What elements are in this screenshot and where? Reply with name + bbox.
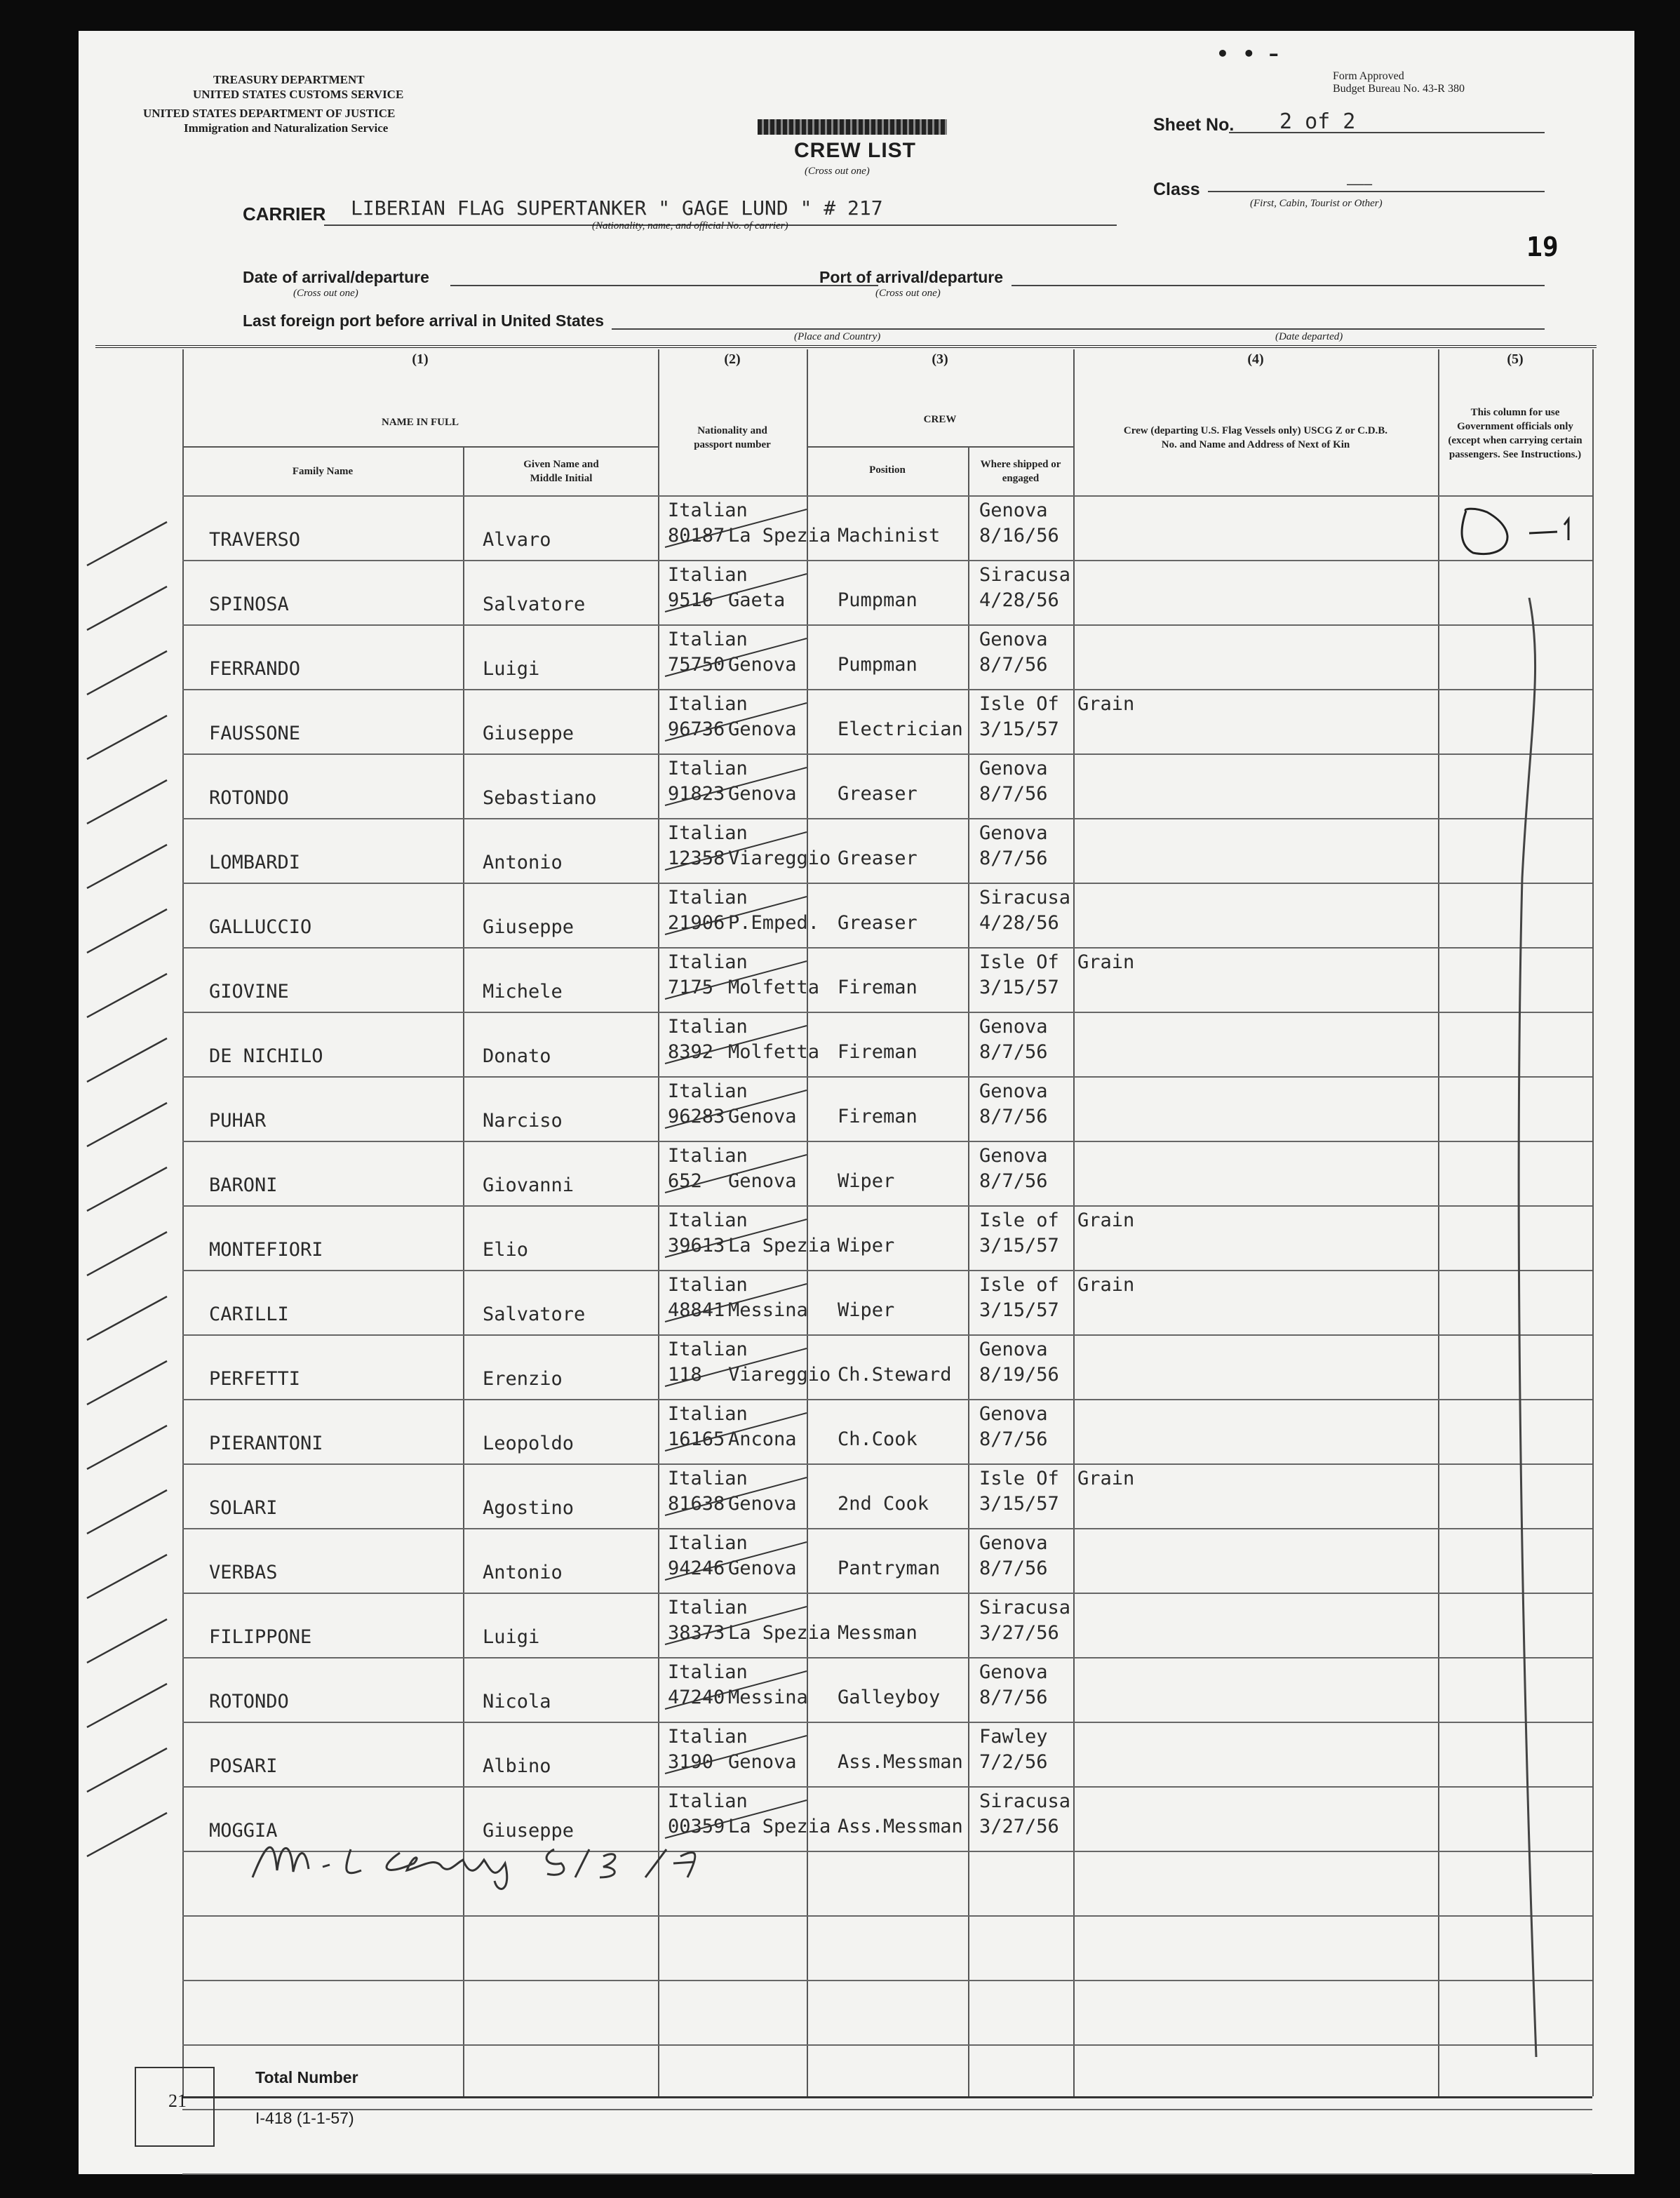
col2-number: (2) [724,351,741,367]
cell-kin: Grain [1077,1209,1135,1231]
cell-place: Genova [979,500,1048,521]
cell-position: Machinist [838,525,941,547]
cell-city: La Spezia [728,525,831,547]
cell-date: 3/15/57 [979,1235,1059,1257]
carrier-label: CARRIER [243,203,326,225]
cell-family: ROTONDO [209,787,289,809]
cell-position: Electrician [838,718,963,740]
cell-date: 8/7/56 [979,1106,1048,1127]
cell-place: Genova [979,1661,1048,1683]
cell-date: 3/15/57 [979,977,1059,998]
cell-family: SPINOSA [209,594,289,615]
carrier-value: LIBERIAN FLAG SUPERTANKER " GAGE LUND " # 217 [351,196,883,220]
cell-family: BARONI [209,1174,278,1196]
cell-given: Antonio [483,1562,563,1583]
cell-date: 4/28/56 [979,912,1059,934]
table-row [98,1400,1592,1465]
cell-place: Genova [979,1016,1048,1038]
col-family-name: Family Name [292,466,354,477]
cell-nat: Italian [668,500,748,521]
cell-given: Giuseppe [483,723,574,744]
col3-title: CREW [923,414,957,425]
port-line [1012,285,1545,286]
cell-given: Alvaro [483,529,551,551]
table-bottom-rule [182,2096,1592,2098]
cell-given: Antonio [483,852,563,873]
date-note: (Cross out one) [293,288,358,299]
table-row [98,1013,1592,1078]
cell-family: GALLUCCIO [209,916,312,938]
col3-number: (3) [932,351,948,367]
cell-pass: 81638 [668,1493,725,1515]
row-rule [182,2173,1592,2175]
cell-kin: Grain [1077,1274,1135,1296]
table-row [98,626,1592,690]
cell-position: Wiper [838,1299,895,1321]
cell-place: Isle Of [979,1468,1059,1489]
cell-date: 8/7/56 [979,1041,1048,1063]
cell-place: Genova [979,1080,1048,1102]
cell-given: Erenzio [483,1368,563,1390]
port-label: Port of arrival/departure [819,268,1004,286]
cell-given: Giuseppe [483,916,574,938]
col-nationality: Nationality and passport number [694,425,771,450]
col-next-of-kin: Crew (departing U.S. Flag Vessels only) USCG Z or C.D.B. No. and Name and Address of Next of Kin [1123,425,1388,450]
cell-given: Michele [483,981,563,1003]
cell-place: Siracusa [979,564,1071,586]
table-row [98,561,1592,626]
cell-given: Elio [483,1239,529,1261]
cell-given: Luigi [483,1626,540,1648]
table-row [98,1207,1592,1271]
cell-city: Genova [728,1751,797,1773]
crew-list-form [79,31,1634,2174]
table-row [98,690,1592,755]
last-port-label: Last foreign port before arrival in United States [243,311,605,330]
cell-pass: 48841 [668,1299,725,1321]
cell-position: Ch.Cook [838,1428,918,1450]
cell-family: MONTEFIORI [209,1239,323,1261]
cell-city: Viareggio [728,1364,831,1386]
passport-strike [659,755,814,811]
table-top-rule [95,345,1597,348]
date-line [450,285,878,286]
cell-position: Pantryman [838,1557,941,1579]
last-port-line [612,328,1166,330]
port-note: (Cross out one) [875,288,941,299]
cell-family: CARILLI [209,1304,289,1325]
cell-position: Fireman [838,977,918,998]
cell-family: PIERANTONI [209,1433,323,1454]
cell-pass: 94246 [668,1557,725,1579]
cell-position: Ass.Messman [838,1751,963,1773]
col-where-shipped: Where shipped or engaged [980,459,1061,484]
cell-nat: Italian [668,1209,748,1231]
cell-kin: Grain [1077,951,1135,973]
cell-pass: 96283 [668,1106,725,1127]
cell-pass: 39613 [668,1235,725,1257]
cell-date: 8/7/56 [979,783,1048,805]
cell-nat: Italian [668,951,748,973]
passport-strike [659,1465,814,1521]
cell-city: Genova [728,783,797,805]
page-number: 19 [1526,232,1559,262]
passport-strike [659,1336,814,1392]
cell-date: 8/7/56 [979,1428,1048,1450]
col4-number: (4) [1247,351,1264,367]
cell-position: Pumpman [838,654,918,676]
passport-strike [659,1013,814,1069]
cell-place: Genova [979,1145,1048,1167]
cell-pass: 91823 [668,783,725,805]
col1-number: (1) [412,351,429,367]
table-row [98,949,1592,1013]
cell-kin: Grain [1077,693,1135,715]
table-row [98,1336,1592,1400]
cell-nat: Italian [668,1726,748,1748]
passport-strike [659,1594,814,1650]
cell-place: Genova [979,1532,1048,1554]
table-row [98,1078,1592,1142]
cell-given: Leopoldo [483,1433,574,1454]
margin-mark [1445,504,1585,560]
cell-nat: Italian [668,1274,748,1296]
cell-place: Siracusa [979,887,1071,909]
cell-city: Viareggio [728,847,831,869]
cell-nat: Italian [668,629,748,650]
cell-given: Narciso [483,1110,563,1132]
sheet-label: Sheet No. [1153,115,1235,135]
table-row [98,1594,1592,1658]
cell-family: VERBAS [209,1562,278,1583]
cell-nat: Italian [668,1145,748,1167]
col1-title: NAME IN FULL [381,417,459,428]
budget-bureau: Budget Bureau No. 43-R 380 [1333,83,1465,95]
table-row [98,1723,1592,1788]
dept-line-1: TREASURY DEPARTMENT [213,73,365,86]
cell-pass: 652 [668,1170,702,1192]
cell-city: Genova [728,718,797,740]
table-row [98,1142,1592,1207]
total-number-value: 21 [168,2091,187,2111]
cell-city: La Spezia [728,1816,831,1837]
table-vline [1592,349,1594,2096]
cell-place: Siracusa [979,1597,1071,1619]
cell-given: Giovanni [483,1174,574,1196]
total-number-label: Total Number [255,2068,358,2086]
struck-title [758,119,947,135]
cell-family: PERFETTI [209,1368,301,1390]
row-rule [182,1980,1592,1981]
cell-place: Fawley [979,1726,1048,1748]
cell-place: Isle Of [979,693,1059,715]
table-row [98,1271,1592,1336]
cell-position: Pumpman [838,589,918,611]
cell-position: Greaser [838,783,918,805]
cell-family: ROTONDO [209,1691,289,1713]
passport-strike [659,949,814,1005]
passport-strike [659,1400,814,1456]
cell-family: TRAVERSO [209,529,301,551]
class-line [1208,191,1545,192]
cell-city: Genova [728,1493,797,1515]
cell-family: LOMBARDI [209,852,301,873]
cell-nat: Italian [668,1597,748,1619]
cell-nat: Italian [668,1403,748,1425]
cell-date: 8/7/56 [979,1687,1048,1708]
date-departed-note: (Date departed) [1275,331,1343,342]
passport-strike [659,819,814,876]
cell-pass: 96736 [668,718,725,740]
cell-date: 3/15/57 [979,1299,1059,1321]
table-row [98,497,1592,561]
cell-place: Genova [979,822,1048,844]
cell-given: Salvatore [483,1304,586,1325]
cell-city: Genova [728,1106,797,1127]
passport-strike [659,884,814,940]
header-subrule [182,446,658,448]
cell-family: MOGGIA [209,1820,278,1842]
class-value: ——— [1347,175,1373,192]
cell-city: Messina [728,1687,808,1708]
cell-city: Ancona [728,1428,797,1450]
cell-date: 8/7/56 [979,847,1048,869]
table-row [98,1465,1592,1529]
cell-family: GIOVINE [209,981,289,1003]
col-given-name: Given Name and Middle Initial [523,459,599,484]
signature-image [238,1828,744,1891]
class-note: (First, Cabin, Tourist or Other) [1250,198,1383,209]
cell-given: Donato [483,1045,551,1067]
passport-strike [659,1142,814,1198]
cell-pass: 47240 [668,1687,725,1708]
cell-date: 3/27/56 [979,1622,1059,1644]
cell-family: PUHAR [209,1110,267,1132]
passport-strike [659,626,814,682]
passport-strike [659,497,814,553]
cell-place: Isle of [979,1209,1059,1231]
cell-city: La Spezia [728,1235,831,1257]
cell-given: Agostino [483,1497,574,1519]
cell-pass: 9516 [668,589,714,611]
cell-date: 8/7/56 [979,654,1048,676]
passport-strike [659,1658,814,1715]
table-row [98,1529,1592,1594]
passport-strike [659,1723,814,1779]
dept-line-3: UNITED STATES DEPARTMENT OF JUSTICE [143,107,396,120]
table-row [98,1658,1592,1723]
cell-nat: Italian [668,1339,748,1360]
cell-date: 4/28/56 [979,589,1059,611]
date-departed-line [1110,328,1545,330]
cell-nat: Italian [668,564,748,586]
cell-nat: Italian [668,1790,748,1812]
cell-date: 8/7/56 [979,1557,1048,1579]
cell-pass: 21906 [668,912,725,934]
cell-family: FILIPPONE [209,1626,312,1648]
col-official-use: This column for use Government officials only (except when carrying certain passengers. See Instructions.) [1448,407,1582,460]
cell-position: Greaser [838,912,918,934]
passport-strike [659,1271,814,1327]
cell-nat: Italian [668,887,748,909]
cell-position: Wiper [838,1170,895,1192]
cell-place: Genova [979,1403,1048,1425]
cell-position: Fireman [838,1041,918,1063]
cell-date: 7/2/56 [979,1751,1048,1773]
cell-city: Genova [728,1170,797,1192]
cell-pass: 16165 [668,1428,725,1450]
cell-position: Greaser [838,847,918,869]
form-approved: Form Approved [1333,70,1404,82]
cell-city: Genova [728,654,797,676]
cell-position: Galleyboy [838,1687,941,1708]
carrier-note: (Nationality, name, and official No. of carrier) [592,220,788,232]
date-label: Date of arrival/departure [243,268,429,286]
row-rule [182,2109,1592,2110]
check-mark [84,1807,168,1863]
col-position: Position [869,464,906,476]
cell-pass: 8392 [668,1041,714,1063]
cell-pass: 00359 [668,1816,725,1837]
class-label: Class [1153,180,1200,199]
col5-number: (5) [1507,351,1524,367]
cell-date: 3/15/57 [979,1493,1059,1515]
table-row [98,884,1592,949]
cell-nat: Italian [668,1468,748,1489]
cell-family: FERRANDO [209,658,301,680]
cell-position: Fireman [838,1106,918,1127]
sheet-line [1229,132,1545,133]
cell-city: P.Emped. [728,912,820,934]
cell-place: Isle Of [979,951,1059,973]
crew-table [98,345,1592,2098]
cell-city: Genova [728,1557,797,1579]
dot-marks: • • – [1216,42,1279,65]
cell-given: Sebastiano [483,787,597,809]
cell-given: Albino [483,1755,551,1777]
cell-pass: 12358 [668,847,725,869]
cell-place: Isle of [979,1274,1059,1296]
passport-strike [659,561,814,617]
cell-city: Gaeta [728,589,786,611]
cell-position: Messman [838,1622,918,1644]
cell-date: 8/7/56 [979,1170,1048,1192]
cell-place: Siracusa [979,1790,1071,1812]
cell-place: Genova [979,629,1048,650]
cell-given: Luigi [483,658,540,680]
cell-position: Wiper [838,1235,895,1257]
cell-date: 3/27/56 [979,1816,1059,1837]
cell-nat: Italian [668,1080,748,1102]
cell-family: SOLARI [209,1497,278,1519]
cell-family: DE NICHILO [209,1045,323,1067]
cell-nat: Italian [668,1661,748,1683]
cell-position: Ch.Steward [838,1364,952,1386]
cell-pass: 38373 [668,1622,725,1644]
cell-given: Giuseppe [483,1820,574,1842]
dept-line-2: UNITED STATES CUSTOMS SERVICE [193,88,404,101]
cell-pass: 3190 [668,1751,714,1773]
document-title: CREW LIST [794,139,916,162]
title-note: (Cross out one) [805,166,870,177]
cell-nat: Italian [668,822,748,844]
column5-bracket [1501,598,1557,2071]
cell-position: 2nd Cook [838,1493,929,1515]
passport-strike [659,1529,814,1586]
cell-pass: 7175 [668,977,714,998]
table-row [98,819,1592,884]
cell-nat: Italian [668,1016,748,1038]
sheet-value: 2 of 2 [1279,109,1356,134]
cell-date: 3/15/57 [979,718,1059,740]
passport-strike [659,1207,814,1263]
place-note: (Place and Country) [794,331,881,342]
row-rule [182,2044,1592,2046]
cell-nat: Italian [668,758,748,779]
cell-given: Nicola [483,1691,551,1713]
cell-city: Messina [728,1299,808,1321]
cell-nat: Italian [668,693,748,715]
passport-strike [659,690,814,746]
form-number: I-418 (1-1-57) [255,2109,354,2127]
cell-place: Genova [979,1339,1048,1360]
cell-city: Molfetta [728,977,820,998]
row-rule [182,1915,1592,1917]
cell-nat: Italian [668,1532,748,1554]
cell-date: 8/19/56 [979,1364,1059,1386]
cell-pass: 118 [668,1364,702,1386]
cell-place: Genova [979,758,1048,779]
cell-position: Ass.Messman [838,1816,963,1837]
cell-family: POSARI [209,1755,278,1777]
cell-city: Molfetta [728,1041,820,1063]
cell-city: La Spezia [728,1622,831,1644]
cell-pass: 80187 [668,525,725,547]
header-subrule [807,446,1073,448]
cell-given: Salvatore [483,594,586,615]
cell-kin: Grain [1077,1468,1135,1489]
cell-family: FAUSSONE [209,723,301,744]
cell-pass: 75750 [668,654,725,676]
cell-date: 8/16/56 [979,525,1059,547]
table-row [98,755,1592,819]
dept-line-4: Immigration and Naturalization Service [184,121,389,135]
passport-strike [659,1078,814,1134]
